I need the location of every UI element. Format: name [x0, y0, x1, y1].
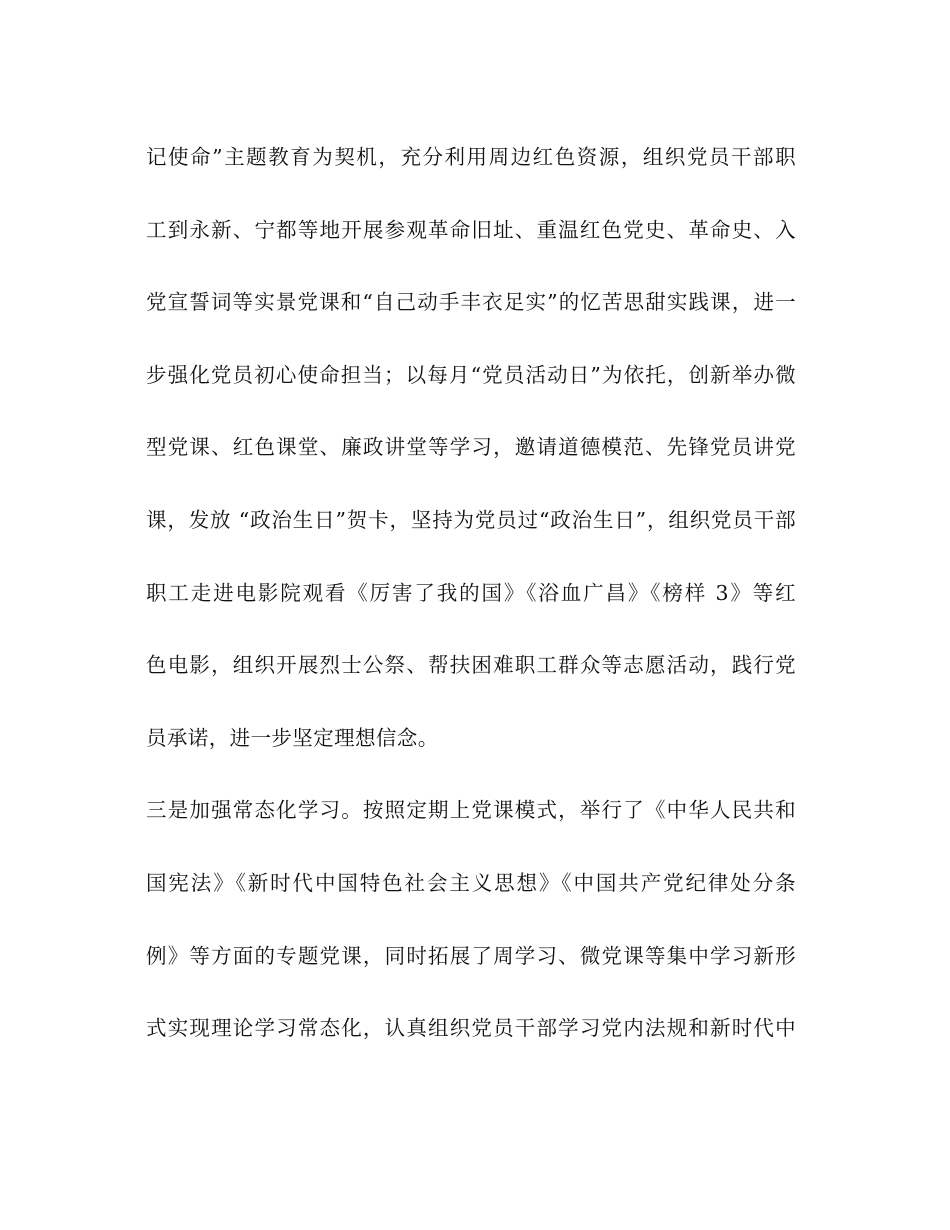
text-line-1: 记使命”主题教育为契机，充分利用周边红色资源，组织党员干部职: [146, 145, 796, 169]
text-line-3: 党宣誓词等实景党课和“自己动手丰衣足实”的忆苦思甜实践课，进一: [146, 290, 796, 315]
text-line-7: 职工走进电影院观看《厉害了我的国》《浴血广昌》《榜样 3》等红: [146, 580, 796, 605]
body-text: [146, 137, 806, 1081]
text-line-8: 色电影，组织开展烈士公祭、帮扶困难职工群众等志愿活动，践行党: [146, 653, 796, 678]
text-line-9: 员承诺，进一步坚定理想信念。: [146, 725, 439, 750]
text-line-6: 课，发放 “政治生日”贺卡，坚持为党员过“政治生日”，组织党员干部: [146, 507, 796, 532]
text-line-10: 三是加强常态化学习。按照定期上党课模式，举行了《中华人民共和: [146, 798, 796, 823]
text-line-12: 例》等方面的专题党课，同时拓展了周学习、微党课等集中学习新形: [146, 943, 796, 968]
text-line-2: 工到永新、宁都等地开展参观革命旧址、重温红色党史、革命史、入: [146, 217, 796, 242]
text-line-11: 国宪法》《新时代中国特色社会主义思想》《中国共产党纪律处分条: [146, 870, 796, 895]
text-line-4: 步强化党员初心使命担当；以每月“党员活动日”为依托，创新举办微: [146, 362, 796, 387]
text-line-13: 式实现理论学习常态化，认真组织党员干部学习党内法规和新时代中: [146, 1016, 796, 1041]
text-line-5: 型党课、红色课堂、廉政讲堂等学习，邀请道德模范、先锋党员讲党: [146, 435, 796, 460]
